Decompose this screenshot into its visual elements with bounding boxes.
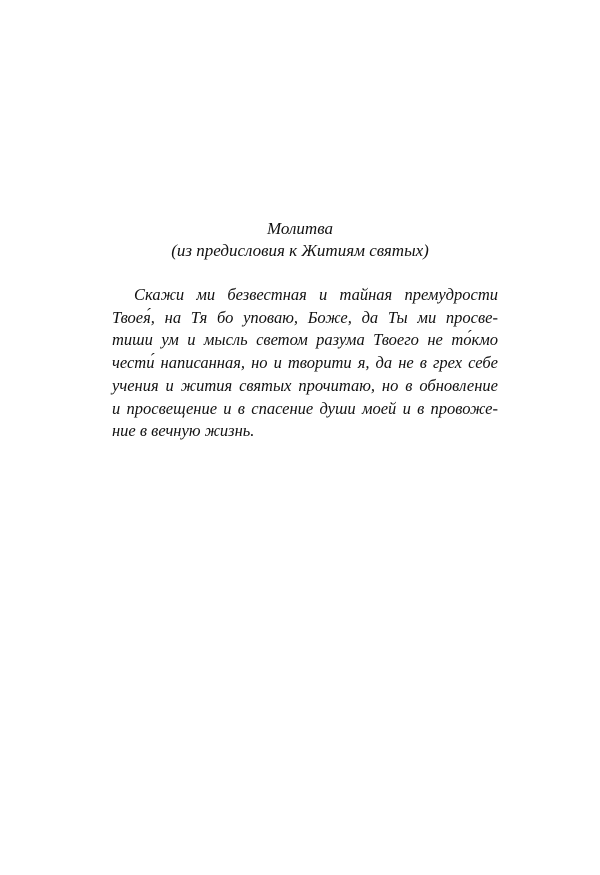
page-title: Молитва xyxy=(267,219,333,238)
prayer-line: Скажи ми безвестная и тайная премудрости xyxy=(134,285,498,304)
prayer-text xyxy=(112,284,498,443)
prayer-line: ние в вечную жизнь. xyxy=(112,421,255,441)
prayer-line: Твоея́, на Тя бо уповаю, Боже, да Ты ми просве- xyxy=(112,307,498,327)
prayer-line: чести́ написанная, но и творити я, да не в грех себе xyxy=(112,353,498,373)
heading xyxy=(0,218,600,262)
prayer-line: и просвещение и в спасение души моей и в провоже- xyxy=(112,398,498,418)
page-subtitle: (из предисловия к Житиям святых) xyxy=(171,241,429,260)
prayer-line: тиши ум и мысль светом разума Твоего не то́кмо xyxy=(112,330,498,350)
prayer-line: учения и жития святых прочитаю, но в обновление xyxy=(112,375,498,395)
